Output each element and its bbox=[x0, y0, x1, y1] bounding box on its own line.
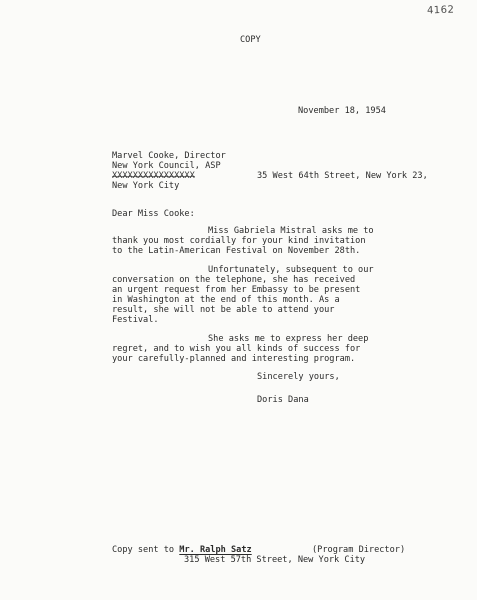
recipient-address: 35 West 64th Street, New York 23, bbox=[257, 171, 428, 181]
copy-header: COPY bbox=[240, 35, 261, 45]
copy-note-prefix: Copy sent to bbox=[112, 545, 180, 555]
paragraph-1-line-2: thank you most cordially for your kind invitation bbox=[112, 236, 366, 246]
signature: Doris Dana bbox=[257, 395, 309, 405]
paragraph-2-line-5: result, she will not be able to attend your bbox=[112, 305, 335, 315]
copy-note-name: Mr. Ralph Satz bbox=[179, 545, 252, 555]
paragraph-1-line-1: Miss Gabriela Mistral asks me to bbox=[208, 226, 374, 236]
handwritten-note: 4162 bbox=[426, 4, 455, 17]
struck-text: XXXXXXXXXXXXXXXX bbox=[112, 171, 195, 181]
paragraph-3-line-2: regret, and to wish you all kinds of success for bbox=[112, 344, 361, 354]
paragraph-2-line-3: an urgent request from her Embassy to be present bbox=[112, 285, 361, 295]
closing: Sincerely yours, bbox=[257, 372, 340, 382]
recipient-organization: New York Council, ASP bbox=[112, 161, 221, 171]
paragraph-2-line-1: Unfortunately, subsequent to our bbox=[208, 265, 374, 275]
recipient-city: New York City bbox=[112, 181, 180, 191]
salutation: Dear Miss Cooke: bbox=[112, 209, 195, 219]
paragraph-2-line-6: Festival. bbox=[112, 315, 159, 325]
letter-date: November 18, 1954 bbox=[298, 106, 386, 116]
recipient-struck-line bbox=[112, 171, 195, 181]
paragraph-3-line-3: your carefully-planned and interesting program. bbox=[112, 354, 356, 364]
recipient-name: Marvel Cooke, Director bbox=[112, 151, 226, 161]
paragraph-2-line-4: in Washington at the end of this month. As a bbox=[112, 295, 340, 305]
copy-note-line bbox=[112, 545, 252, 555]
paragraph-2-line-2: conversation on the telephone, she has received bbox=[112, 275, 356, 285]
copy-note-role: (Program Director) bbox=[312, 545, 406, 555]
copy-note-address: 315 West 57th Street, New York City bbox=[184, 555, 366, 565]
paragraph-3-line-1: She asks me to express her deep bbox=[208, 334, 369, 344]
paragraph-1-line-3: to the Latin-American Festival on November 28th. bbox=[112, 246, 361, 256]
